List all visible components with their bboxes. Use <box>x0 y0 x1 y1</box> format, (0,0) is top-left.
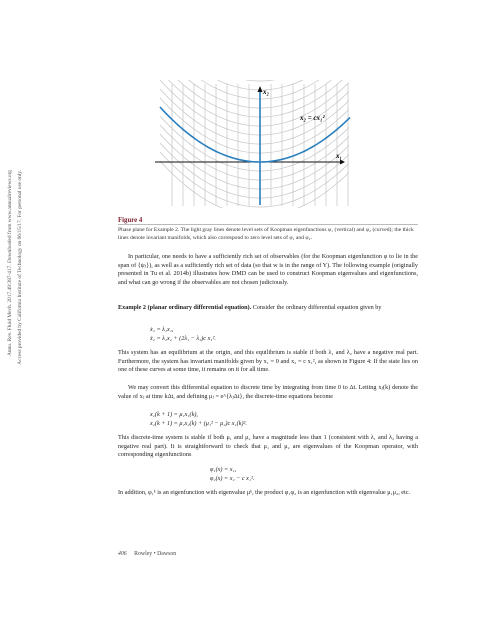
caption-rule <box>118 224 418 225</box>
ode-equation-1: ẋ₁ = λ₁x₁, <box>150 326 174 333</box>
download-notice-line2: Access provided by California Institute of Technology on 06/15/17. For personal use only. <box>17 170 23 365</box>
paragraph-equilibrium: This system has an equilibrium at the origin, and this equilibrium is stable if both λ₁ and λ₂ have a negative real part. Furthermore, the system has invariant manifolds given by x₁ = 0 and x₂ = c x₁², as shown in Figure 4: If the state lies on one of these curves at some time, it remains on it for all time. <box>118 349 418 374</box>
discrete-equation-1: x₁(k + 1) = μ₁x₁(k), <box>150 411 198 418</box>
phase-plane-figure <box>150 80 360 208</box>
discrete-equation-2: x₂(k + 1) = μ₂x₂(k) + (μ₁² − μ₂)c x₁(k)². <box>150 420 247 427</box>
manifold-label: x₂ = cx₁² <box>300 114 325 122</box>
figure-caption: Phase plane for Example 2. The light gray lines denote level sets of Koopman eigenfunctions φ₁ (vertical) and φ₂ (curved); the thick lines denote invariant manifolds, which also correspond to zero level sets of φ₁ and φ₂. <box>118 227 414 241</box>
example-intro: Consider the ordinary differential equation given by <box>251 304 382 311</box>
paragraph-observables: In particular, one needs to have a sufficiently rich set of observables (for the Koopman eigenfunction φ to lie in the span of {ψⱼ}), as well as a sufficiently rich set of data (so that w is in the range of Y). The following example (originally presented in Tu et al. 2014b) illustrates how DMD can be used to construct Koopman eigenvalues and eigenfunctions, and what can go wrong if the observables are not chosen judiciously. <box>118 253 418 286</box>
x2-axis-arrow <box>258 86 263 92</box>
curved-level-line <box>160 161 349 208</box>
page-footer <box>118 551 176 557</box>
running-authors: Rowley • Dawson <box>134 551 177 557</box>
paragraph-stability: This discrete-time system is stable if both μ₁ and μ₂ have a magnitude less than 1 (consistent with λ₁ and λ₂ having a negative real part). It is straightforward to check that μ₁ and μ₂ are eigenvalues of the Koopman operator, with corresponding eigenfunctions <box>118 434 418 459</box>
download-notice-line1: Annu. Rev. Fluid Mech. 2017.49:387-417. Downloaded from www.annualreviews.org <box>7 170 13 357</box>
x1-axis-label: x₁ <box>336 152 342 160</box>
download-notice <box>4 170 34 400</box>
example-heading: Example 2 (planar ordinary differential equation). <box>118 304 252 311</box>
curved-level-sets <box>160 80 349 208</box>
figure-title: Figure 4 <box>118 217 143 224</box>
eigenfunction-1: φ₁(x) = x₁, <box>210 466 237 473</box>
paragraph-discrete: We may convert this differential equation to discrete time by integrating from time 0 to Δt. Letting xⱼ(k) denote the value of xⱼ at time kΔt, and defining μⱼ = e^{λⱼΔt}, the discrete-time equations become <box>118 384 418 400</box>
page-number: 406 <box>118 551 127 557</box>
paragraph-products: In addition, φ₁ᵏ is an eigenfunction with eigenvalue μᵏ, the product φ₁φ₂ is an eigenfunction with eigenvalue μ₁μ₂, etc. <box>118 489 411 496</box>
x2-axis-label: x₂ <box>263 88 269 96</box>
ode-equation-2: ẋ₂ = λ₂x₂ + (2λ₁ − λ₂)c x₁². <box>150 335 216 342</box>
curved-level-line <box>160 80 349 108</box>
eigenfunction-2: φ₂(x) = x₂ − c x₁². <box>210 475 255 482</box>
example-paragraph <box>118 304 418 313</box>
